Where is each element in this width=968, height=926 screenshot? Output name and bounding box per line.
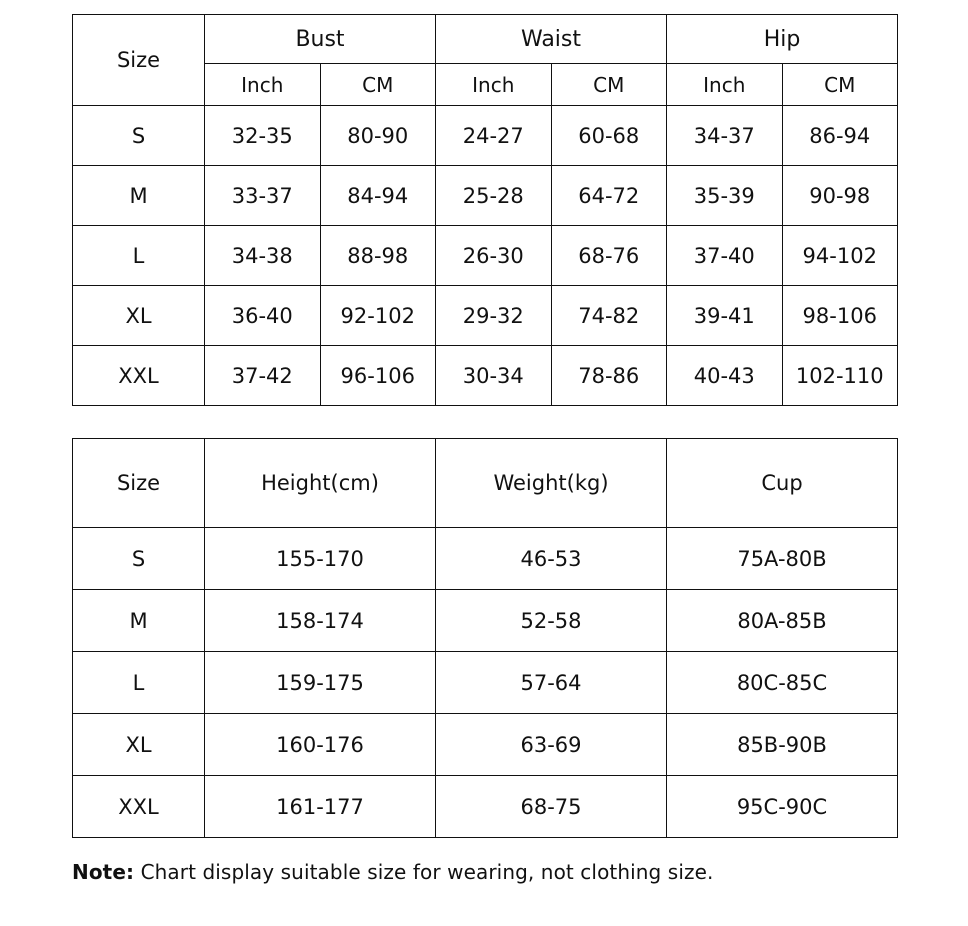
cell-cup: 85B-90B [667, 714, 898, 776]
note [72, 860, 898, 884]
cell-size: M [73, 166, 205, 226]
cell-cup: 75A-80B [667, 528, 898, 590]
cell-size: XXL [73, 346, 205, 406]
cell-bust-cm: 92-102 [320, 286, 436, 346]
table-header-row [73, 439, 898, 528]
cell-size: M [73, 590, 205, 652]
table-row [73, 286, 898, 346]
cell-waist-cm: 60-68 [551, 106, 667, 166]
table-header-row [73, 15, 898, 64]
cell-size: L [73, 226, 205, 286]
cell-bust-inch: 34-38 [205, 226, 321, 286]
cell-weight: 52-58 [436, 590, 667, 652]
cell-weight: 46-53 [436, 528, 667, 590]
header-waist-inch: Inch [436, 64, 552, 106]
cell-hip-inch: 34-37 [667, 106, 783, 166]
cell-size: S [73, 528, 205, 590]
cell-cup: 80A-85B [667, 590, 898, 652]
cell-bust-cm: 96-106 [320, 346, 436, 406]
header-group-hip: Hip [667, 15, 898, 64]
table-row [73, 528, 898, 590]
cell-size: S [73, 106, 205, 166]
cell-bust-inch: 36-40 [205, 286, 321, 346]
cell-waist-cm: 78-86 [551, 346, 667, 406]
table-row [73, 590, 898, 652]
note-label: Note: [72, 860, 135, 884]
cell-hip-cm: 94-102 [782, 226, 898, 286]
cell-hip-cm: 86-94 [782, 106, 898, 166]
measurements-table [72, 14, 898, 406]
cell-bust-inch: 37-42 [205, 346, 321, 406]
cell-cup: 80C-85C [667, 652, 898, 714]
header-group-waist: Waist [436, 15, 667, 64]
cell-size: XL [73, 286, 205, 346]
cell-waist-inch: 26-30 [436, 226, 552, 286]
cell-hip-cm: 90-98 [782, 166, 898, 226]
header-group-bust: Bust [205, 15, 436, 64]
cell-weight: 68-75 [436, 776, 667, 838]
header-weight: Weight(kg) [436, 439, 667, 528]
table-row [73, 166, 898, 226]
header-hip-cm: CM [782, 64, 898, 106]
cell-height: 160-176 [205, 714, 436, 776]
cell-cup: 95C-90C [667, 776, 898, 838]
cell-waist-inch: 24-27 [436, 106, 552, 166]
header-waist-cm: CM [551, 64, 667, 106]
header-size: Size [73, 15, 205, 106]
cell-height: 155-170 [205, 528, 436, 590]
cell-waist-cm: 74-82 [551, 286, 667, 346]
cell-size: L [73, 652, 205, 714]
cell-height: 158-174 [205, 590, 436, 652]
cell-weight: 63-69 [436, 714, 667, 776]
table-row [73, 346, 898, 406]
table-row [73, 652, 898, 714]
header-bust-cm: CM [320, 64, 436, 106]
cell-bust-cm: 80-90 [320, 106, 436, 166]
cell-waist-inch: 29-32 [436, 286, 552, 346]
cell-waist-cm: 68-76 [551, 226, 667, 286]
table-spacer [72, 406, 898, 438]
table-row [73, 714, 898, 776]
cell-hip-cm: 98-106 [782, 286, 898, 346]
cell-hip-inch: 35-39 [667, 166, 783, 226]
cell-height: 161-177 [205, 776, 436, 838]
cell-size: XL [73, 714, 205, 776]
cell-weight: 57-64 [436, 652, 667, 714]
cell-hip-inch: 39-41 [667, 286, 783, 346]
header-cup: Cup [667, 439, 898, 528]
cell-bust-inch: 33-37 [205, 166, 321, 226]
cell-hip-inch: 40-43 [667, 346, 783, 406]
note-text: Chart display suitable size for wearing, not clothing size. [134, 860, 714, 884]
header-height: Height(cm) [205, 439, 436, 528]
cell-waist-cm: 64-72 [551, 166, 667, 226]
table-row [73, 226, 898, 286]
header-hip-inch: Inch [667, 64, 783, 106]
header-size: Size [73, 439, 205, 528]
cell-size: XXL [73, 776, 205, 838]
table-row [73, 106, 898, 166]
header-bust-inch: Inch [205, 64, 321, 106]
cell-hip-inch: 37-40 [667, 226, 783, 286]
cell-bust-cm: 84-94 [320, 166, 436, 226]
body-table [72, 438, 898, 838]
cell-hip-cm: 102-110 [782, 346, 898, 406]
cell-waist-inch: 30-34 [436, 346, 552, 406]
table-row [73, 776, 898, 838]
cell-height: 159-175 [205, 652, 436, 714]
cell-bust-cm: 88-98 [320, 226, 436, 286]
cell-waist-inch: 25-28 [436, 166, 552, 226]
cell-bust-inch: 32-35 [205, 106, 321, 166]
